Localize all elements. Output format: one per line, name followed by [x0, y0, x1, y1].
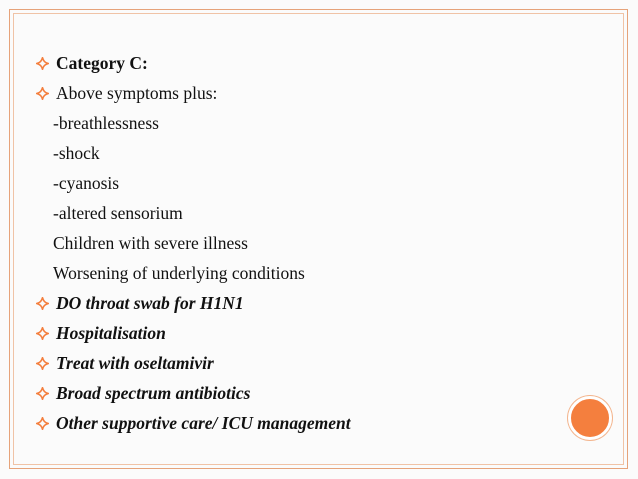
list-item-throat-swab — [36, 288, 576, 318]
list-item-text: Category C: — [56, 53, 148, 73]
list-item-altered-sensorium — [36, 198, 576, 228]
hollow-diamond-icon — [36, 357, 54, 370]
list-item-text: -altered sensorium — [53, 203, 183, 223]
list-item-shock — [36, 138, 576, 168]
list-item-above-symptoms — [36, 78, 576, 108]
list-item-text: DO throat swab for H1N1 — [56, 293, 244, 313]
list-item-worsening — [36, 258, 576, 288]
list-item-text: Other supportive care/ ICU management — [56, 413, 351, 433]
hollow-diamond-icon — [36, 387, 54, 400]
list-item-children — [36, 228, 576, 258]
hollow-diamond-icon — [36, 87, 54, 100]
list-item-supportive-care — [36, 408, 576, 438]
list-item-text: Hospitalisation — [56, 323, 166, 343]
slide-content — [36, 48, 576, 438]
list-item-text: -breathlessness — [53, 113, 159, 133]
list-item-text: -shock — [53, 143, 100, 163]
hollow-diamond-icon — [36, 57, 54, 70]
hollow-diamond-icon — [36, 297, 54, 310]
list-item-text: Worsening of underlying conditions — [53, 263, 305, 283]
list-item-text: Broad spectrum antibiotics — [56, 383, 251, 403]
list-item-text: Above symptoms plus: — [56, 83, 218, 103]
list-item-text: Treat with oseltamivir — [56, 353, 214, 373]
hollow-diamond-icon — [36, 327, 54, 340]
list-item-text: -cyanosis — [53, 173, 120, 193]
list-item-breathlessness — [36, 108, 576, 138]
list-item-text: Children with severe illness — [53, 233, 248, 253]
list-item-oseltamivir — [36, 348, 576, 378]
list-item-category-c — [36, 48, 576, 78]
list-item-hospitalisation — [36, 318, 576, 348]
hollow-diamond-icon — [36, 417, 54, 430]
list-item-cyanosis — [36, 168, 576, 198]
list-item-antibiotics — [36, 378, 576, 408]
